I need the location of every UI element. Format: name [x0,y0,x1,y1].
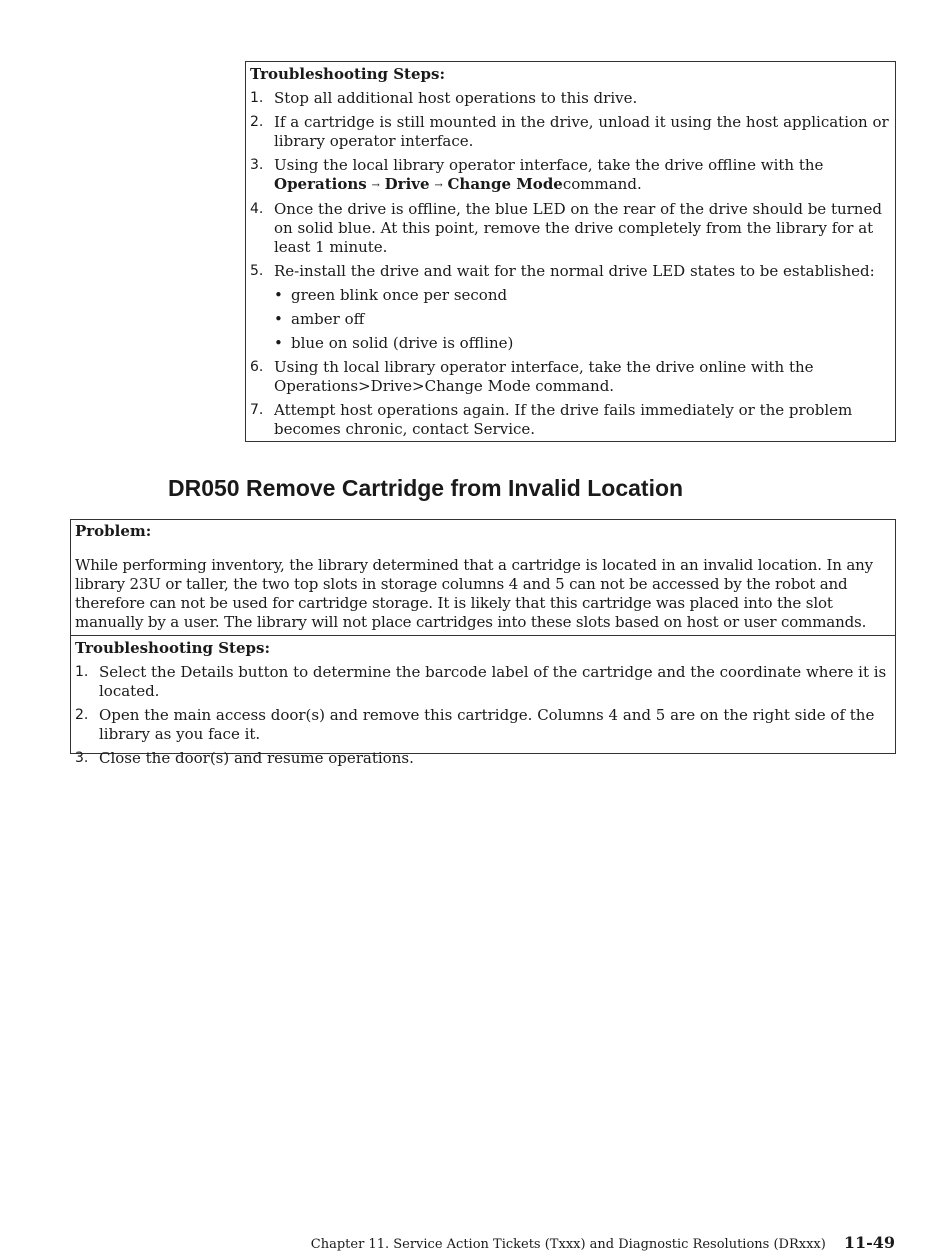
problem-section [71,520,895,636]
list-item: 5. Re-install the drive and wait for the normal drive LED states to be established: • green blink once per second • amber off • blue on solid (drive is offline) [250,262,891,353]
arrow-right-icon: → [434,180,443,191]
troubleshooting-section [71,636,895,768]
bullet-icon: • [274,310,283,328]
led-states-list [274,286,891,353]
troubleshooting-steps-list [250,89,891,439]
dr050-table [70,519,896,767]
list-item: 3. Using the local library operator interface, take the drive offline with the Operations → Drive → Change Modecommand. [250,156,824,193]
bullet-item: • amber off [274,310,365,328]
bullet-icon: • [274,286,283,304]
page-footer [311,1233,895,1255]
list-item: 3. Close the door(s) and resume operations. [75,749,414,767]
troubleshooting-steps-list [75,663,891,768]
list-item: 2. Open the main access door(s) and remove this cartridge. Columns 4 and 5 are on the right side of the library as you face it. [75,706,875,743]
menu-path-drive: Drive [384,175,430,193]
bullet-item: • green blink once per second [274,286,508,304]
menu-path-change-mode: Change Mode [447,175,563,193]
list-item: 1. Stop all additional host operations to this drive. [250,89,638,107]
bullet-item: • blue on solid (drive is offline) [274,334,514,352]
chapter-title: Chapter 11. Service Action Tickets (Txxx) and Diagnostic Resolutions (DRxxx) [310,1237,826,1252]
troubleshooting-heading: Troubleshooting Steps: [250,65,445,83]
menu-path-operations: Operations [274,175,367,193]
problem-description: While performing inventory, the library determined that a cartridge is located in an invalid location. In any library 23U or taller, the two top slots in storage columns 4 and 5 can not be accessed by the robot and therefore can not be used for cartridge storage. It is likely that this cartridge was placed into the slot manually by a user. The library will not place cartridges into these slots based on host or user commands. [75,556,873,631]
page-number: 11-49 [843,1233,895,1252]
list-item: 2. If a cartridge is still mounted in the drive, unload it using the host application or library operator interface. [250,113,889,150]
list-item: 4. Once the drive is offline, the blue LED on the rear of the drive should be turned on solid blue. At this point, remove the drive completely from the library for at least 1 minute. [250,200,882,256]
section-title: DR050 Remove Cartridge from Invalid Location [168,475,684,501]
problem-heading: Problem: [75,522,152,540]
list-item: 6. Using th local library operator interface, take the drive online with the Operations>Drive>Change Mode command. [250,358,814,395]
list-item: 1. Select the Details button to determine the barcode label of the cartridge and the coordinate where it is located. [75,663,887,700]
arrow-right-icon: → [371,180,380,191]
troubleshooting-heading: Troubleshooting Steps: [75,639,270,657]
bullet-icon: • [274,334,283,352]
list-item: 7. Attempt host operations again. If the drive fails immediately or the problem becomes chronic, contact Service. [250,401,853,438]
troubleshooting-table-continued [245,61,896,442]
